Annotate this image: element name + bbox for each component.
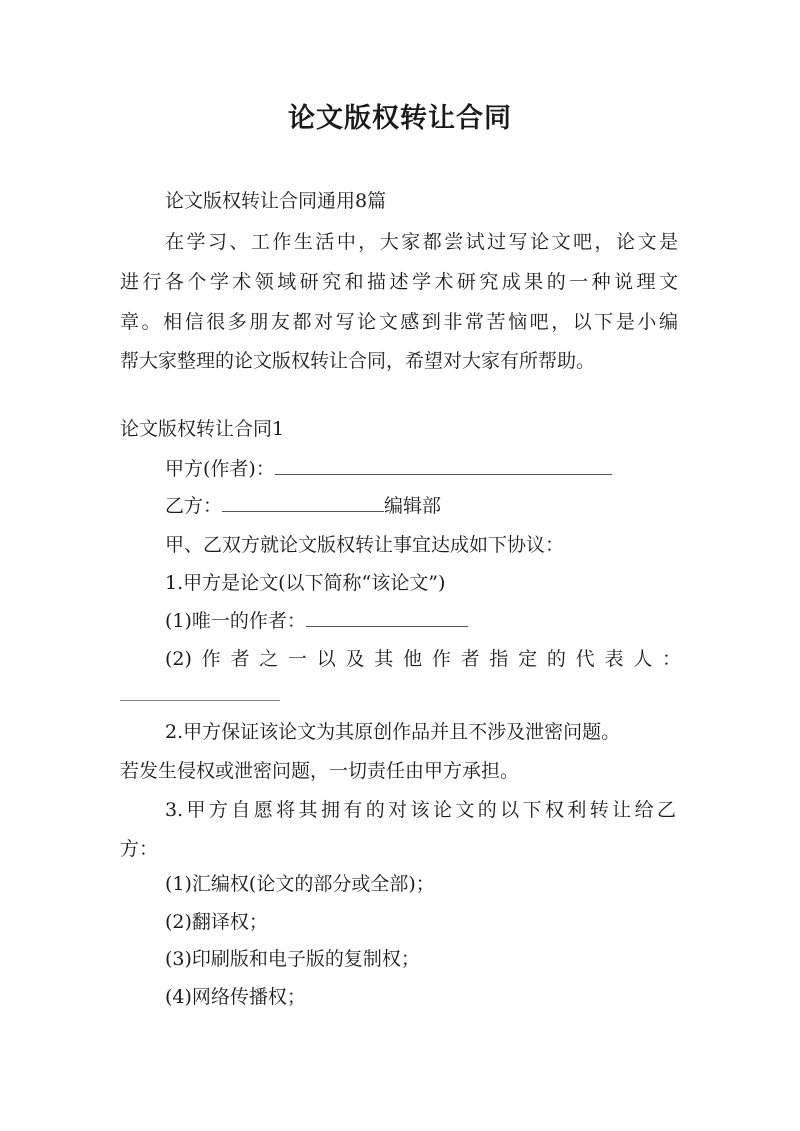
right-item-2: (2)翻译权； [165, 911, 268, 933]
clause-2-line-1: 2.甲方保证该论文为其原创作品并且不涉及泄密问题。 [165, 721, 621, 743]
party-a-line [165, 460, 612, 479]
clause-2-line-2: 若发生侵权或泄密问题，一切责任由甲方承担。 [120, 760, 520, 782]
clause-1-1-line [165, 612, 468, 631]
clause-3-line-2: 方： [120, 838, 159, 860]
agreement-intro: 甲、乙双方就论文版权转让事宜达成如下协议： [165, 534, 565, 556]
clause-1-1-label: (1)唯一的作者： [165, 610, 306, 632]
representative-blank [120, 700, 280, 701]
section-heading: 论文版权转让合同1 [120, 418, 285, 440]
intro-line-3: 章。相信很多朋友都对写论文感到非常苦恼吧，以下是小编 [120, 311, 678, 333]
right-item-4: (4)网络传播权； [165, 986, 306, 1008]
right-item-1: (1)汇编权(论文的部分或全部)； [165, 873, 435, 895]
intro-line-4: 帮大家整理的论文版权转让合同，希望对大家有所帮助。 [120, 350, 596, 372]
document-subtitle: 论文版权转让合同通用8篇 [165, 190, 387, 212]
party-b-line [165, 497, 441, 516]
document-title: 论文版权转让合同 [288, 103, 512, 134]
intro-line-2: 进行各个学术领域研究和描述学术研究成果的一种说理文 [120, 271, 678, 293]
clause-1-2: (2)作者之一以及其他作者指定的代表人： [165, 648, 681, 670]
clause-1: 1.甲方是论文(以下简称“该论文”) [165, 572, 446, 594]
clause-1-1-blank [306, 625, 468, 627]
clause-3-line-1: 3.甲方自愿将其拥有的对该论文的以下权利转让给乙 [165, 799, 676, 821]
party-b-suffix: 编辑部 [384, 495, 442, 517]
party-b-label: 乙方： [165, 495, 223, 517]
party-b-blank [222, 510, 384, 512]
party-a-blank [275, 473, 612, 475]
party-a-label: 甲方(作者)： [165, 458, 275, 480]
intro-line-1: 在学习、工作生活中，大家都尝试过写论文吧，论文是 [165, 231, 678, 253]
right-item-3: (3)印刷版和电子版的复制权； [165, 948, 420, 970]
